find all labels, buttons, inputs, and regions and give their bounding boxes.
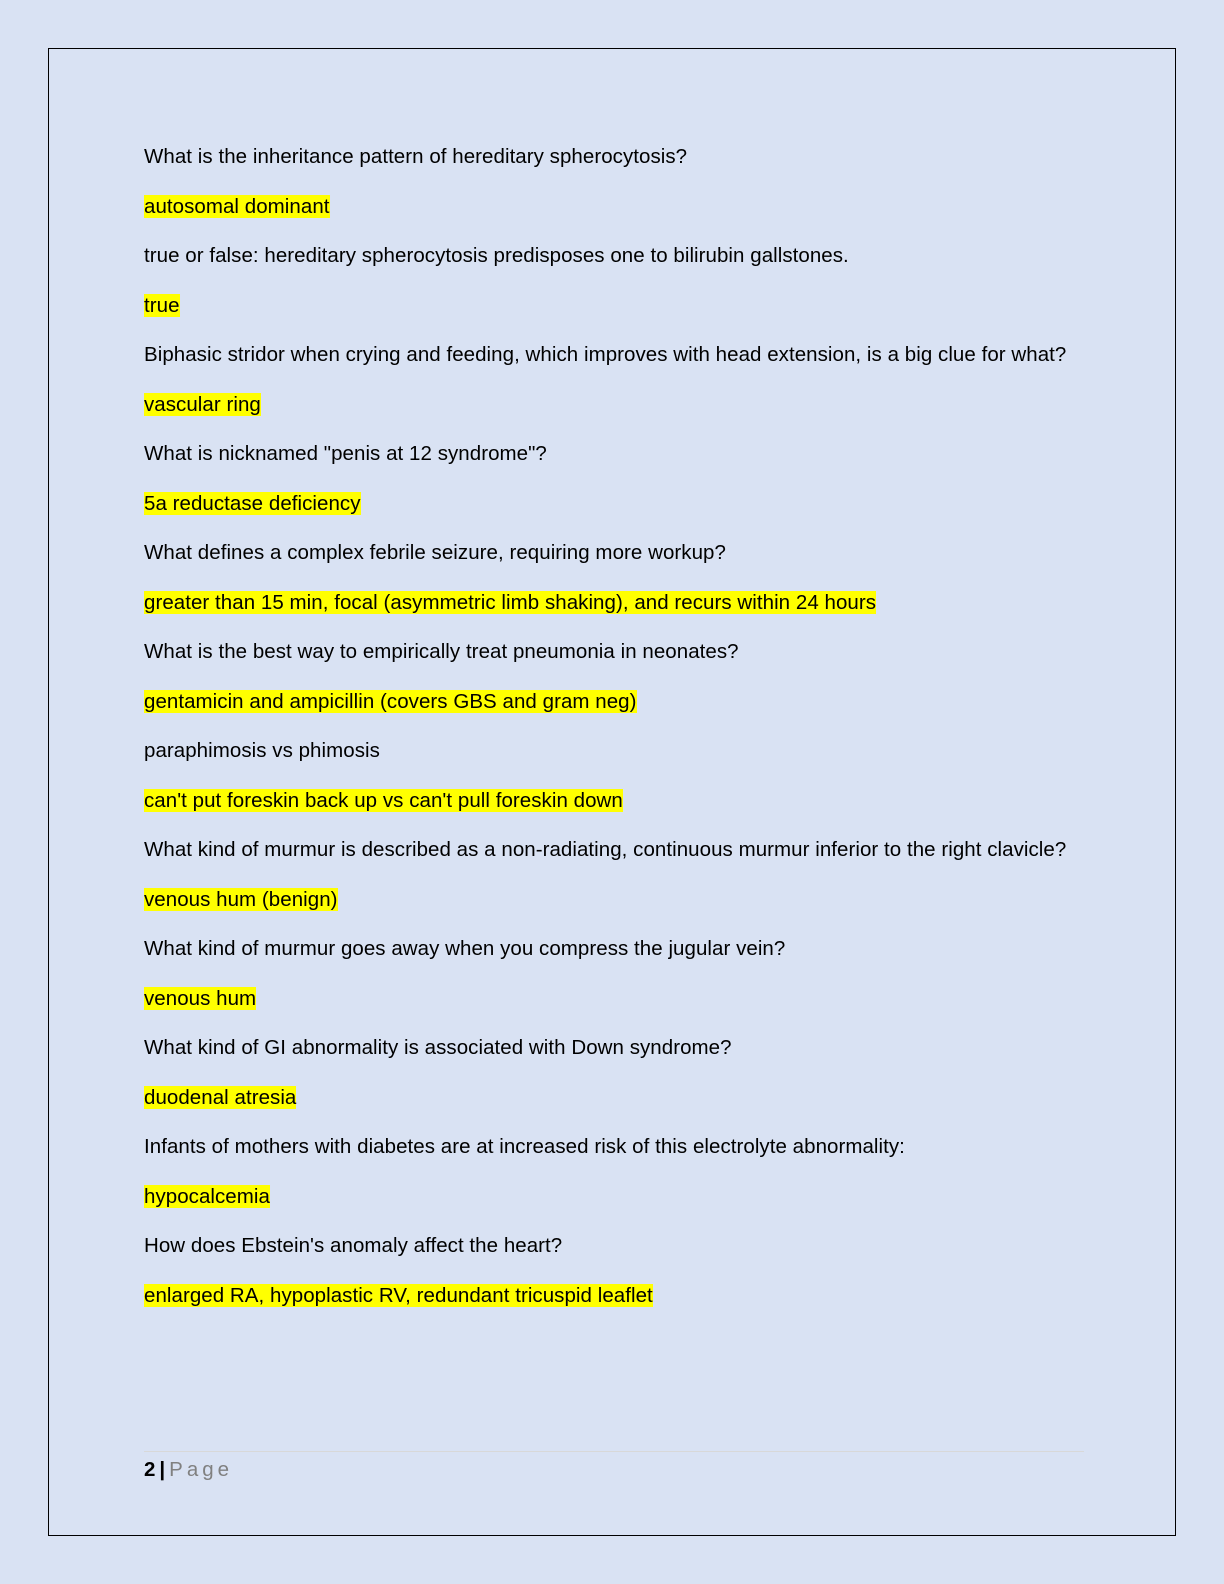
- page-label: Page: [169, 1458, 234, 1481]
- answer-highlight: gentamicin and ampicillin (covers GBS and gram neg): [144, 689, 637, 713]
- answer-highlight: can't put foreskin back up vs can't pull foreskin down: [144, 788, 623, 812]
- question-text: What is nicknamed "penis at 12 syndrome"?: [144, 442, 547, 465]
- answer-highlight: greater than 15 min, focal (asymmetric limb shaking), and recurs within 24 hours: [144, 590, 877, 614]
- answer-highlight: enlarged RA, hypoplastic RV, redundant tricuspid leaflet: [144, 1283, 653, 1307]
- answer-text: [144, 883, 1080, 917]
- question-text: paraphimosis vs phimosis: [144, 739, 380, 762]
- question-text: What kind of GI abnormality is associated with Down syndrome?: [144, 1036, 732, 1059]
- answer-text: [144, 1180, 1080, 1214]
- question-text: What kind of murmur goes away when you compress the jugular vein?: [144, 937, 786, 960]
- document-body: [144, 140, 1080, 1328]
- answer-highlight: duodenal atresia: [144, 1085, 297, 1109]
- answer-text: [144, 289, 1080, 323]
- question-text: Infants of mothers with diabetes are at increased risk of this electrolyte abnormality:: [144, 1135, 905, 1158]
- footer-separator: |: [159, 1458, 166, 1481]
- answer-highlight: autosomal dominant: [144, 194, 330, 218]
- question-text: Biphasic stridor when crying and feeding, which improves with head extension, is a big clue for what?: [144, 343, 1067, 366]
- answer-highlight: vascular ring: [144, 392, 261, 416]
- question-text: How does Ebstein's anomaly affect the heart?: [144, 1234, 563, 1257]
- page-footer: [144, 1453, 233, 1487]
- answer-text: [144, 1279, 1080, 1313]
- question-text: What kind of murmur is described as a non-radiating, continuous murmur inferior to the right clavicle?: [144, 838, 1067, 861]
- answer-text: [144, 190, 1080, 224]
- answer-highlight: true: [144, 293, 180, 317]
- answer-highlight: hypocalcemia: [144, 1184, 270, 1208]
- question-text: What defines a complex febrile seizure, requiring more workup?: [144, 541, 726, 564]
- answer-text: [144, 685, 1080, 719]
- answer-text: [144, 784, 1080, 818]
- question-text: What is the inheritance pattern of hereditary spherocytosis?: [144, 145, 688, 168]
- page-number: 2: [144, 1458, 156, 1481]
- answer-text: [144, 982, 1080, 1016]
- question-text: true or false: hereditary spherocytosis predisposes one to bilirubin gallstones.: [144, 244, 849, 267]
- answer-text: [144, 388, 1080, 422]
- question-text: What is the best way to empirically treat pneumonia in neonates?: [144, 640, 739, 663]
- answer-text: [144, 586, 1080, 620]
- answer-highlight: venous hum: [144, 986, 257, 1010]
- answer-text: [144, 1081, 1080, 1115]
- footer-divider: [144, 1451, 1084, 1452]
- answer-highlight: 5a reductase deficiency: [144, 491, 361, 515]
- answer-text: [144, 487, 1080, 521]
- answer-highlight: venous hum (benign): [144, 887, 338, 911]
